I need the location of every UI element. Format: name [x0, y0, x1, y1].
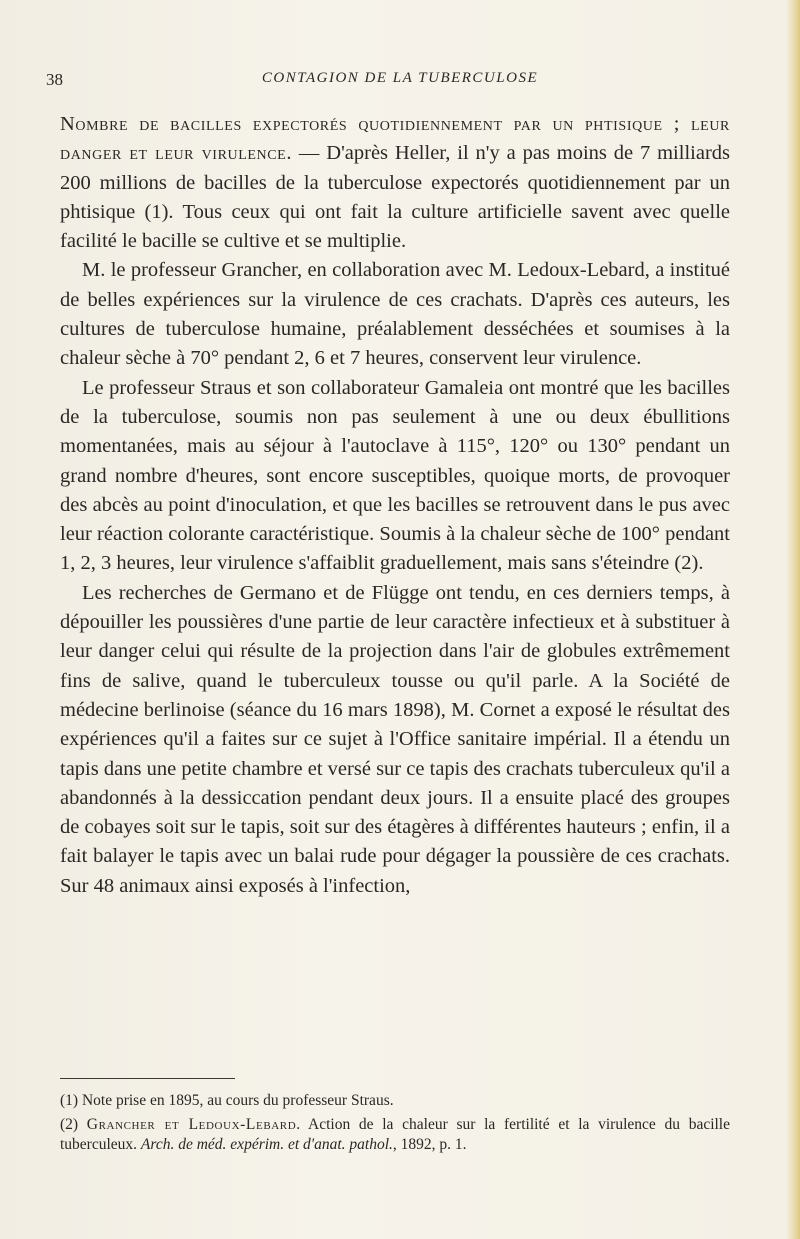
footnote-divider	[60, 1078, 235, 1079]
footnote-2	[60, 1115, 730, 1156]
footnotes	[60, 1091, 730, 1156]
main-text	[60, 110, 730, 901]
page-number: 38	[46, 70, 63, 89]
paragraph-straus: Le professeur Straus et son collaborateur Gamaleia ont montré que les bacilles de la tuberculose, soumis non pas seulement à une ou deux ébullitions momentanées, mais au séjour à l'autoclave à 115°, 120° ou 130° pendant un grand nombre d'heures, sont encore susceptibles, quoique morts, de provoquer des abcès au point d'inoculation, et que les bacilles se retrouvent dans le pus avec leur réaction colorante caractéristique. Soumis à la chaleur sèche de 100° pendant 1, 2, 3 heures, leur virulence s'affaiblit graduellement, mais sans s'éteindre (2).	[60, 376, 730, 575]
paragraph-germano-flugge: Les recherches de Germano et de Flügge ont tendu, en ces derniers temps, à dépouiller les poussières d'une partie de leur caractère infectieux et à substituer à leur danger celui qui résulte de la projection dans l'air de globules extrêmement fins de salive, quand le tuberculeux tousse ou qu'il parle. A la Société de médecine berlinoise (séance du 16 mars 1898), M. Cornet a exposé le résultat des expériences qu'il a faites sur ce sujet à l'Office sanitaire impérial. Il a étendu un tapis dans une petite chambre et versé sur ce tapis des crachats tuberculeux qu'il a abandonnés à la dessiccation pendant deux jours. Il a ensuite placé des groupes de cobayes soit sur le tapis, soit sur des étagères à différentes hauteurs ; enfin, il a fait balayer le tapis avec un balai rude pour dégager la poussière de ces crachats. Sur 48 animaux ainsi exposés à l'infection,	[60, 581, 730, 897]
page-header	[0, 70, 800, 94]
footnote-2-end: , 1892, p. 1.	[392, 1136, 467, 1153]
page-edge-discoloration	[786, 0, 800, 1239]
running-title: CONTAGION DE LA TUBERCULOSE	[261, 70, 539, 86]
footnote-2-text: . Action de la chaleur sur la fertilité et la virulence du bacille tuberculeux.	[60, 1115, 730, 1153]
section-intro: — D'après Heller, il n'y a pas moins de 7 milliards 200 millions de bacilles de la tuberculose expectorés quotidiennement par un phtisique (1). Tous ceux qui ont fait la culture artificielle savent avec quelle facilité le bacille se cultive et se multiplie.	[60, 142, 730, 253]
footnote-2-marker: (2)	[60, 1115, 87, 1133]
footnote-2-journal: Arch. de méd. expérim. et d'anat. pathol.	[140, 1136, 393, 1153]
section-paragraph	[60, 110, 730, 256]
section-heading: Nombre de bacilles expectorés quotidiennement par un phtisique ; leur danger et leur virulence.	[60, 113, 730, 165]
footnote-1: (1) Note prise en 1895, au cours du professeur Straus.	[60, 1092, 394, 1109]
paragraph-grancher: M. le professeur Grancher, en collaboration avec M. Ledoux-Lebard, a institué de belles expériences sur la virulence de ces crachats. D'après ces auteurs, les cultures de tuberculose humaine, préalablement desséchées et soumises à la chaleur sèche à 70° pendant 2, 6 et 7 heures, conservent leur virulence.	[60, 259, 730, 370]
footnote-2-authors: Grancher et Ledoux-Lebard	[86, 1115, 297, 1133]
